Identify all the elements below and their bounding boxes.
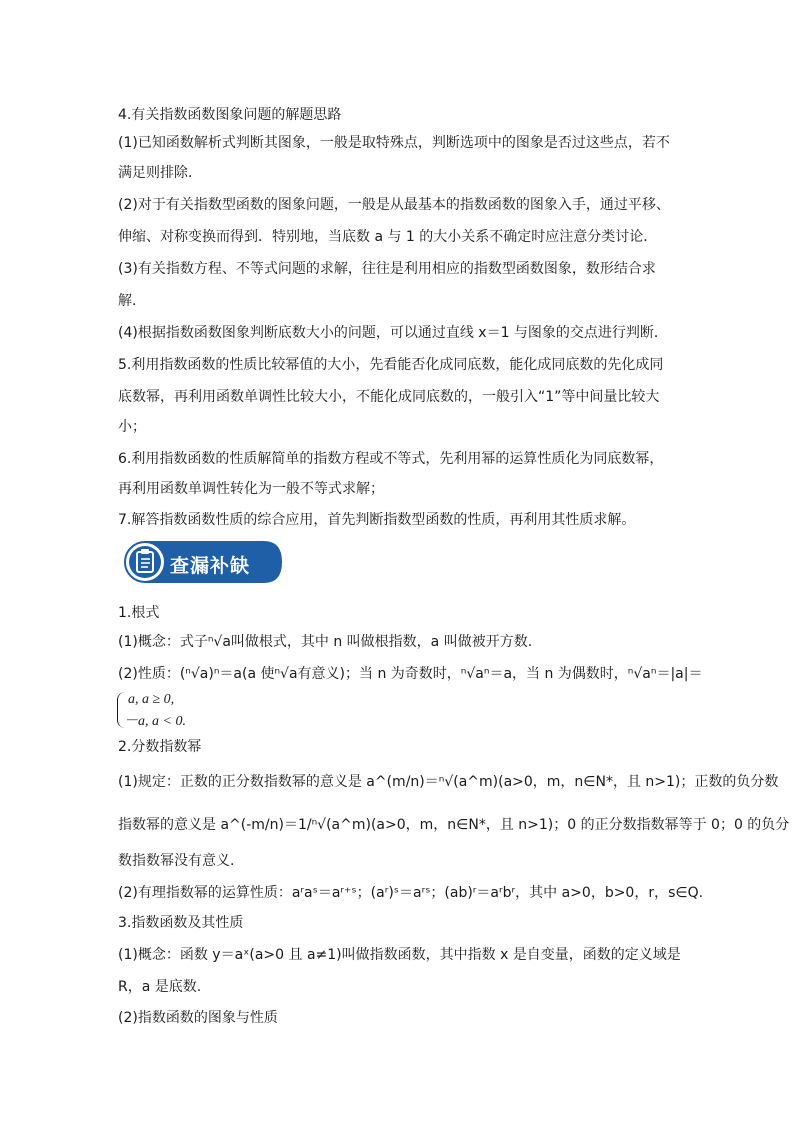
section-4-point-3-line-1: (3)有关指数方程、不等式问题的求解，往往是利用相应的指数型函数图象，数形结合求 [118,261,656,277]
fraction-exponent-title: 2.分数指数幂 [118,739,202,755]
section-4-point-3-line-2: 解． [118,293,146,309]
section-4-point-4: (4)根据指数函数图象判断底数大小的问题，可以通过直线 x＝1 与图象的交点进行判断． [118,325,668,341]
root-title: 1.根式 [118,605,160,621]
fraction-rule-1-line-3: 数指数幂没有意义. [118,853,235,869]
section-7-line-1: 7.解答指数函数性质的综合应用，首先判断指数型函数的性质，再利用其性质求解。 [118,512,636,528]
exponential-concept-line-2: R，a 是底数. [118,979,202,995]
fraction-rule-1-line-1: (1)规定：正数的正分数指数幂的意义是 a^(m/n)＝ⁿ√(a^m)(a>0，m，n∈N*，且 n>1)；正数的负分数 [118,774,779,790]
section-6-line-2: 再利用函数单调性转化为一般不等式求解； [118,481,384,497]
piecewise-case-2: －a, a < 0. [124,714,186,729]
section-5-line-1: 5.利用指数函数的性质比较幂值的大小，先看能否化成同底数，能化成同底数的先化成同 [118,357,664,373]
root-concept: (1)概念：式子ⁿ√a叫做根式，其中 n 叫做根指数，a 叫做被开方数. [118,634,533,650]
piecewise-case-1: a, a ≥ 0, [128,692,175,707]
section-4-title: 4.有关指数函数图象问题的解题思路 [118,107,342,123]
clipboard-icon [124,541,166,583]
section-4-point-1-line-1: (1)已知函数解析式判断其图象，一般是取特殊点，判断选项中的图象是否过这些点，若不 [118,135,670,151]
fraction-rule-1-line-2: 指数幂的意义是 a^(-m/n)＝1/ⁿ√(a^m)(a>0，m，n∈N*，且 n>1)；0 的正分数指数幂等于 0；0 的负分 [118,817,790,833]
banner-title: 查漏补缺 [170,555,251,577]
section-4-point-2-line-1: (2)对于有关指数型函数的图象问题，一般是从最基本的指数函数的图象入手，通过平移、 [118,197,670,213]
exponential-graph-heading: (2)指数函数的图象与性质 [118,1010,278,1026]
section-5-line-3: 小； [118,419,146,435]
section-5-line-2: 底数幂，再利用函数单调性比较大小，不能化成同底数的，一般引入“1”等中间量比较大 [118,389,660,405]
exponential-function-title: 3.指数函数及其性质 [118,915,244,931]
fraction-rule-2: (2)有理指数幂的运算性质：aʳaˢ＝aʳ⁺ˢ；(aʳ)ˢ＝aʳˢ；(ab)ʳ＝aʳbʳ，其中 a>0，b>0，r，s∈Q. [118,885,704,901]
section-banner [124,541,282,583]
exponential-concept-line-1: (1)概念：函数 y＝aˣ(a>0 且 a≠1)叫做指数函数，其中指数 x 是自变量，函数的定义域是 [118,947,681,963]
section-4-point-1-line-2: 满足则排除． [118,165,202,181]
root-property: (2)性质：(ⁿ√a)ⁿ＝a(a 使ⁿ√a有意义)；当 n 为奇数时，ⁿ√aⁿ＝a，当 n 为偶数时，ⁿ√aⁿ＝|a|＝ [118,666,703,682]
section-6-line-1: 6.利用指数函数的性质解简单的指数方程或不等式，先利用幂的运算性质化为同底数幂， [118,451,664,467]
section-4-point-2-line-2: 伸缩、对称变换而得到．特别地，当底数 a 与 1 的大小关系不确定时应注意分类讨论． [118,229,658,245]
